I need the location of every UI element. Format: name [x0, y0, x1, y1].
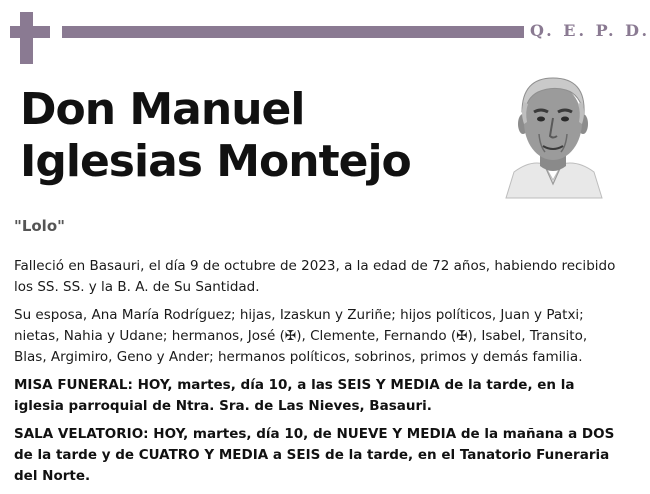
name-line-1: Don Manuel	[20, 84, 305, 135]
name-line-2: Iglesias Montejo	[20, 136, 411, 187]
obituary-text	[14, 256, 620, 494]
family-list: Su esposa, Ana María Rodríguez; hijas, Izaskun y Zuriñe; hijos políticos, Juan y Patxi; nietas, Nahia y Udane; hermanos, José (✠), Clemente, Fernando (✠), Isabel, Transito, Blas, Argimiro, Geno y Ander; hermanos políticos, sobrinos, primos y demás familia.	[14, 307, 588, 365]
death-notice: Falleció en Basauri, el día 9 de octubre de 2023, a la edad de 72 años, habiendo recibido los SS. SS. y la B. A. de Su Santidad.	[14, 258, 616, 295]
funeral-mass: MISA FUNERAL: HOY, martes, día 10, a las SEIS Y MEDIA de la tarde, en la iglesia parroquial de Ntra. Sra. de Las Nieves, Basauri.	[14, 377, 575, 414]
cross-symbol-icon: ✠	[284, 328, 297, 344]
header-rule	[62, 26, 524, 38]
wake-room: SALA VELATORIO: HOY, martes, día 10, de NUEVE Y MEDIA de la mañana a DOS de la tarde y de CUATRO Y MEDIA a SEIS de la tarde, en el Tanatorio Funeraria del Norte.	[14, 426, 615, 484]
qepd-label: Q. E. P. D.	[530, 21, 650, 40]
cross-symbol-icon: ✠	[456, 328, 468, 344]
portrait-photo	[500, 68, 606, 198]
deceased-name	[20, 84, 490, 188]
nickname: "Lolo"	[14, 217, 65, 235]
